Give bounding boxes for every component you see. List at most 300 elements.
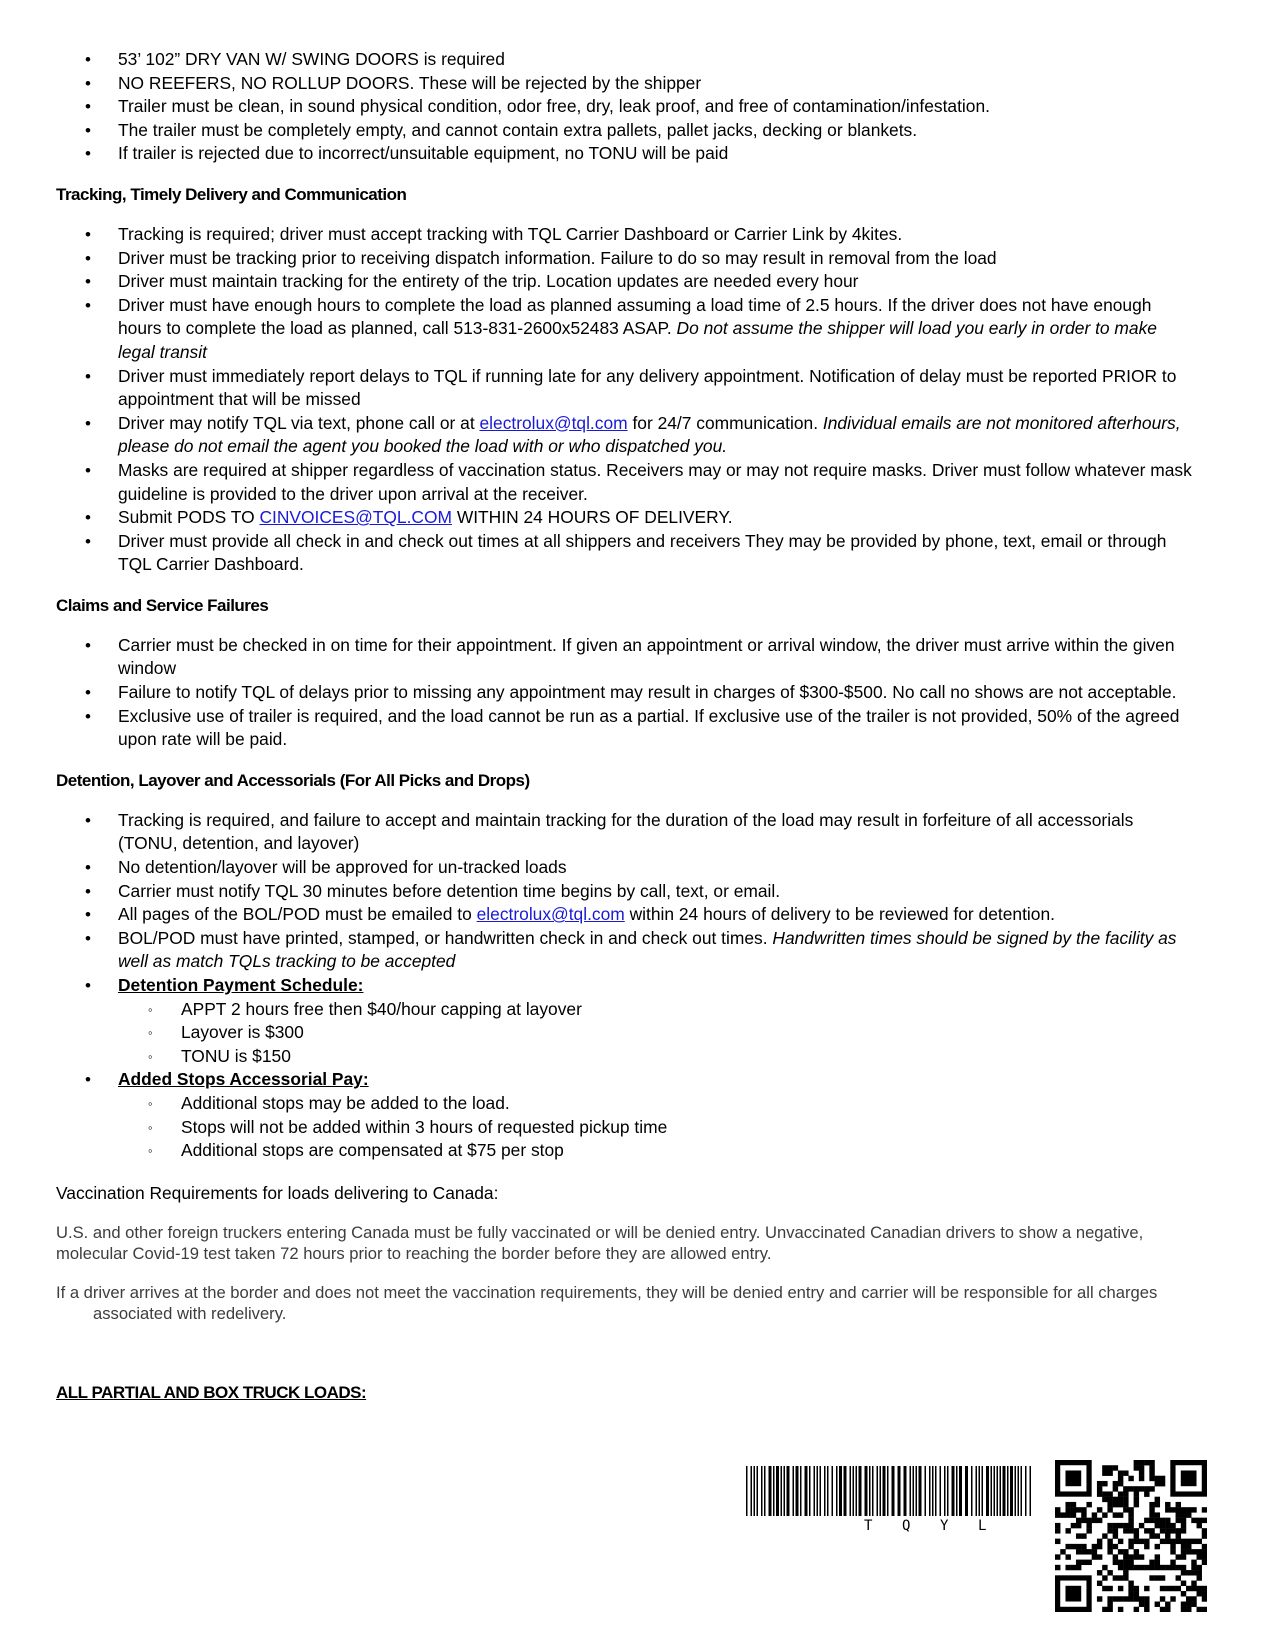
detention-schedule-title: Detention Payment Schedule: — [118, 975, 364, 995]
qr-module — [1134, 1465, 1139, 1470]
tracking-list — [56, 223, 1196, 577]
qr-module — [1107, 1497, 1112, 1502]
qr-module — [1155, 1533, 1160, 1538]
qr-module — [1202, 1591, 1207, 1596]
qr-module — [1065, 1544, 1070, 1549]
qr-module — [1155, 1554, 1160, 1559]
vaccination-title: Vaccination Requirements for loads delivering to Canada: — [56, 1182, 499, 1203]
qr-module — [1202, 1533, 1207, 1538]
qr-module — [1149, 1565, 1154, 1570]
qr-module — [1123, 1502, 1128, 1507]
qr-module — [1139, 1460, 1144, 1465]
qr-module — [1144, 1491, 1149, 1496]
qr-module — [1155, 1481, 1160, 1486]
qr-module — [1191, 1539, 1196, 1544]
qr-module — [1113, 1528, 1118, 1533]
list-item — [56, 412, 1196, 459]
qr-module — [1144, 1528, 1149, 1533]
qr-module — [1202, 1544, 1207, 1549]
qr-module — [1076, 1507, 1081, 1512]
qr-module — [1160, 1539, 1165, 1544]
barcode-bar — [1010, 1466, 1013, 1516]
qr-module — [1176, 1528, 1181, 1533]
qr-module — [1118, 1502, 1123, 1507]
barcode-bars — [746, 1466, 1034, 1516]
qr-module — [1097, 1518, 1102, 1523]
qr-module — [1181, 1591, 1186, 1596]
qr-module — [1181, 1507, 1186, 1512]
email-link-electrolux[interactable]: electrolux@tql.com — [479, 412, 628, 433]
barcode-bar — [814, 1466, 816, 1516]
barcode-bar — [976, 1466, 978, 1516]
qr-module — [1065, 1565, 1070, 1570]
sub-list-item: ◦ Stops will not be added within 3 hours of requested pickup time — [56, 1116, 1196, 1140]
qr-module — [1144, 1586, 1149, 1591]
qr-module — [1065, 1554, 1070, 1559]
qr-module — [1191, 1586, 1196, 1591]
sub-list-item: ◦ APPT 2 hours free then $40/hour capping at layover — [56, 998, 1196, 1022]
barcode-bar — [994, 1466, 996, 1516]
barcode-bar — [844, 1466, 847, 1516]
qr-module — [1202, 1549, 1207, 1554]
vaccination-paragraph-1: U.S. and other foreign truckers entering Canada must be fully vaccinated or will be denied entry. Unvaccinated Canadian drivers to show a negative, molecular Covid-19 test taken 72 hours prior to reaching the border before they are allowed entry. — [56, 1222, 1144, 1263]
qr-module — [1128, 1565, 1133, 1570]
barcode-bar — [947, 1466, 949, 1516]
qr-module — [1191, 1549, 1196, 1554]
list-item: • Driver must maintain tracking for the entirety of the trip. Location updates are needed every hour — [56, 270, 1196, 294]
qr-module — [1202, 1528, 1207, 1533]
qr-module — [1170, 1565, 1175, 1570]
qr-module — [1197, 1586, 1202, 1591]
qr-module — [1107, 1586, 1112, 1591]
qr-module — [1165, 1607, 1170, 1612]
qr-module — [1144, 1544, 1149, 1549]
qr-module — [1186, 1549, 1191, 1554]
qr-module — [1123, 1565, 1128, 1570]
qr-module — [1181, 1607, 1186, 1612]
qr-module — [1097, 1539, 1102, 1544]
qr-module — [1086, 1560, 1091, 1565]
qr-module — [1170, 1560, 1175, 1565]
barcode-bar — [1007, 1466, 1009, 1516]
qr-module — [1092, 1549, 1097, 1554]
list-item: • NO REEFERS, NO ROLLUP DOORS. These will be rejected by the shipper — [56, 72, 1196, 96]
qr-module — [1118, 1481, 1123, 1486]
qr-module — [1118, 1560, 1123, 1565]
qr-module — [1139, 1486, 1144, 1491]
qr-module — [1181, 1554, 1186, 1559]
qr-module — [1113, 1523, 1118, 1528]
qr-module — [1160, 1575, 1165, 1580]
qr-module — [1155, 1512, 1160, 1517]
qr-finder-pattern — [1065, 1586, 1081, 1602]
qr-module — [1107, 1502, 1112, 1507]
qr-module — [1134, 1460, 1139, 1465]
qr-module — [1139, 1465, 1144, 1470]
qr-module — [1176, 1507, 1181, 1512]
qr-module — [1176, 1533, 1181, 1538]
barcode-bar — [979, 1466, 981, 1516]
qr-module — [1160, 1596, 1165, 1601]
qr-module — [1107, 1470, 1112, 1475]
qr-module — [1092, 1554, 1097, 1559]
barcode-letter: L — [978, 1518, 987, 1534]
barcode-bar — [809, 1466, 811, 1516]
barcode — [746, 1466, 1034, 1548]
qr-module — [1197, 1549, 1202, 1554]
qr-module — [1123, 1528, 1128, 1533]
qr-module — [1134, 1502, 1139, 1507]
barcode-bar — [793, 1466, 795, 1516]
qr-module — [1065, 1507, 1070, 1512]
barcode-bar — [859, 1466, 862, 1516]
barcode-bar — [1015, 1466, 1017, 1516]
list-item: • The trailer must be completely empty, and cannot contain extra pallets, pallet jacks, decking or blankets. — [56, 119, 1196, 143]
qr-module — [1191, 1560, 1196, 1565]
qr-module — [1065, 1502, 1070, 1507]
qr-module — [1065, 1528, 1070, 1533]
barcode-bar — [887, 1466, 889, 1516]
qr-module — [1160, 1481, 1165, 1486]
barcode-bar — [781, 1466, 783, 1516]
qr-module — [1191, 1565, 1196, 1570]
qr-module — [1186, 1570, 1191, 1575]
qr-module — [1097, 1491, 1102, 1496]
qr-module — [1086, 1523, 1091, 1528]
qr-module — [1181, 1570, 1186, 1575]
barcode-bar — [877, 1466, 879, 1516]
qr-module — [1144, 1565, 1149, 1570]
email-link-cinvoices[interactable]: CINVOICES@TQL.COM — [259, 507, 452, 528]
barcode-bar — [757, 1466, 759, 1516]
list-item: • Carrier must notify TQL 30 minutes before detention time begins by call, text, or email. — [56, 880, 1196, 904]
qr-module — [1092, 1518, 1097, 1523]
qr-module — [1155, 1602, 1160, 1607]
qr-module — [1165, 1528, 1170, 1533]
qr-module — [1128, 1554, 1133, 1559]
qr-module — [1102, 1586, 1107, 1591]
qr-module — [1123, 1507, 1128, 1512]
list-item: • If trailer is rejected due to incorrect/unsuitable equipment, no TONU will be paid — [56, 142, 1196, 166]
qr-module — [1102, 1481, 1107, 1486]
qr-module — [1202, 1560, 1207, 1565]
qr-module — [1118, 1596, 1123, 1601]
qr-module — [1197, 1554, 1202, 1559]
qr-module — [1149, 1502, 1154, 1507]
qr-module — [1128, 1512, 1133, 1517]
qr-module — [1170, 1528, 1175, 1533]
barcode-bar — [817, 1466, 819, 1516]
qr-module — [1055, 1528, 1060, 1533]
item-text: Submit PODS TO — [118, 507, 260, 528]
qr-module — [1123, 1491, 1128, 1496]
qr-module — [1128, 1476, 1133, 1481]
barcode-bar — [913, 1466, 915, 1516]
qr-module — [1128, 1528, 1133, 1533]
barcode-bar — [850, 1466, 852, 1516]
qr-module — [1113, 1544, 1118, 1549]
list-item: • Driver must immediately report delays to TQL if running late for any delivery appointment. Notification of delay must be reported PRIOR to appointment that will be missed — [56, 365, 1196, 412]
qr-module — [1170, 1544, 1175, 1549]
qr-module — [1128, 1486, 1133, 1491]
qr-module — [1107, 1507, 1112, 1512]
qr-module — [1165, 1602, 1170, 1607]
qr-module — [1128, 1591, 1133, 1596]
qr-module — [1102, 1575, 1107, 1580]
qr-module — [1055, 1565, 1060, 1570]
list-item: • Trailer must be clean, in sound physical condition, odor free, dry, leak proof, and free of contamination/infestation. — [56, 95, 1196, 119]
qr-module — [1055, 1507, 1060, 1512]
qr-module — [1186, 1544, 1191, 1549]
qr-module — [1186, 1602, 1191, 1607]
qr-module — [1055, 1539, 1060, 1544]
qr-module — [1186, 1539, 1191, 1544]
barcode-bar — [919, 1466, 922, 1516]
qr-module — [1165, 1586, 1170, 1591]
qr-module — [1113, 1554, 1118, 1559]
barcode-bar — [761, 1466, 763, 1516]
barcode-bar — [940, 1466, 942, 1516]
qr-module — [1128, 1596, 1133, 1601]
qr-module — [1181, 1518, 1186, 1523]
item-text: for 24/7 communication. — [627, 412, 823, 433]
barcode-bar — [824, 1466, 826, 1516]
claims-list — [56, 634, 1196, 752]
barcode-bar — [1021, 1466, 1023, 1516]
barcode-bar — [832, 1466, 834, 1516]
detention-list — [56, 809, 1196, 1163]
qr-module — [1071, 1544, 1076, 1549]
qr-module — [1149, 1528, 1154, 1533]
list-item: • Tracking is required; driver must accept tracking with TQL Carrier Dashboard or Carrier Link by 4kites. — [56, 223, 1196, 247]
list-item: • Failure to notify TQL of delays prior to missing any appointment may result in charges of $300-$500. No call no shows are not acceptable. — [56, 681, 1196, 705]
qr-module — [1165, 1507, 1170, 1512]
qr-module — [1191, 1581, 1196, 1586]
qr-module — [1191, 1596, 1196, 1601]
qr-module — [1123, 1570, 1128, 1575]
qr-module — [1186, 1596, 1191, 1601]
barcode-bar — [935, 1466, 937, 1516]
qr-module — [1186, 1607, 1191, 1612]
added-stops-list — [118, 1092, 1196, 1163]
qr-module — [1170, 1549, 1175, 1554]
qr-module — [1118, 1491, 1123, 1496]
qr-module — [1113, 1502, 1118, 1507]
qr-module — [1102, 1512, 1107, 1517]
qr-module — [1081, 1507, 1086, 1512]
qr-module — [1118, 1549, 1123, 1554]
qr-module — [1134, 1591, 1139, 1596]
qr-code — [1055, 1460, 1207, 1612]
qr-module — [1139, 1523, 1144, 1528]
qr-module — [1144, 1539, 1149, 1544]
qr-module — [1197, 1575, 1202, 1580]
qr-module — [1128, 1560, 1133, 1565]
qr-module — [1071, 1512, 1076, 1517]
qr-module — [1107, 1549, 1112, 1554]
qr-module — [1170, 1596, 1175, 1601]
qr-module — [1149, 1533, 1154, 1538]
qr-module — [1092, 1544, 1097, 1549]
qr-module — [1128, 1518, 1133, 1523]
qr-module — [1107, 1570, 1112, 1575]
qr-module — [1128, 1581, 1133, 1586]
qr-module — [1144, 1460, 1149, 1465]
list-item — [56, 294, 1196, 365]
qr-module — [1076, 1533, 1081, 1538]
barcode-bar — [773, 1466, 775, 1516]
list-item — [56, 1068, 1196, 1162]
qr-module — [1149, 1470, 1154, 1475]
barcode-bar — [865, 1466, 868, 1516]
qr-module — [1181, 1549, 1186, 1554]
qr-module — [1197, 1539, 1202, 1544]
qr-module — [1186, 1512, 1191, 1517]
detention-heading: Detention, Layover and Accessorials (For All Picks and Drops) — [56, 770, 530, 790]
qr-module — [1128, 1539, 1133, 1544]
barcode-bar — [932, 1466, 934, 1516]
qr-module — [1107, 1465, 1112, 1470]
qr-module — [1134, 1533, 1139, 1538]
qr-module — [1118, 1523, 1123, 1528]
qr-module — [1176, 1539, 1181, 1544]
barcode-bar — [898, 1466, 901, 1516]
qr-module — [1186, 1586, 1191, 1591]
item-text: All pages of the BOL/POD must be emailed to — [118, 904, 477, 925]
sub-list-item: ◦ Additional stops may be added to the load. — [56, 1092, 1196, 1116]
qr-module — [1134, 1491, 1139, 1496]
qr-module — [1202, 1607, 1207, 1612]
qr-module — [1123, 1486, 1128, 1491]
qr-module — [1181, 1581, 1186, 1586]
qr-module — [1170, 1507, 1175, 1512]
claims-heading: Claims and Service Failures — [56, 595, 269, 615]
vaccination-paragraph-2: If a driver arrives at the border and does not meet the vaccination requirements, they will be denied entry and carrier will be responsible for all charges associated with redelivery. — [56, 1282, 1158, 1323]
qr-module — [1155, 1523, 1160, 1528]
list-item: • Exclusive use of trailer is required, and the load cannot be run as a partial. If exclusive use of the trailer is not provided, 50% of the agreed upon rate will be paid. — [56, 705, 1196, 752]
qr-module — [1081, 1518, 1086, 1523]
item-text: within 24 hours of delivery to be reviewed for detention. — [624, 904, 1055, 925]
barcode-bar — [839, 1466, 842, 1516]
equipment-list — [56, 48, 1196, 166]
qr-module — [1128, 1586, 1133, 1591]
qr-module — [1139, 1470, 1144, 1475]
email-link-electrolux[interactable]: electrolux@tql.com — [476, 904, 625, 925]
qr-module — [1176, 1554, 1181, 1559]
qr-module — [1097, 1554, 1102, 1559]
sub-list-item: ◦ Layover is $300 — [56, 1021, 1196, 1045]
qr-module — [1149, 1518, 1154, 1523]
barcode-bar — [944, 1466, 946, 1516]
qr-module — [1134, 1528, 1139, 1533]
qr-module — [1071, 1565, 1076, 1570]
qr-module — [1149, 1512, 1154, 1517]
qr-module — [1107, 1596, 1112, 1601]
qr-module — [1149, 1486, 1154, 1491]
barcode-letter: Y — [940, 1518, 949, 1534]
qr-module — [1176, 1512, 1181, 1517]
qr-module — [1165, 1502, 1170, 1507]
qr-module — [1155, 1544, 1160, 1549]
qr-module — [1118, 1607, 1123, 1612]
qr-module — [1165, 1518, 1170, 1523]
qr-module — [1113, 1481, 1118, 1486]
qr-module — [1107, 1544, 1112, 1549]
barcode-letter: T — [864, 1518, 873, 1534]
barcode-bar — [965, 1466, 968, 1516]
qr-module — [1134, 1607, 1139, 1612]
barcode-bar — [916, 1466, 918, 1516]
barcode-bar — [892, 1466, 895, 1516]
qr-module — [1113, 1465, 1118, 1470]
barcode-bar — [764, 1466, 766, 1516]
barcode-bar — [827, 1466, 829, 1516]
tracking-heading: Tracking, Timely Delivery and Communication — [56, 184, 407, 204]
qr-module — [1155, 1518, 1160, 1523]
qr-module — [1176, 1575, 1181, 1580]
qr-module — [1081, 1512, 1086, 1517]
barcode-bar — [910, 1466, 912, 1516]
sub-list-item: ◦ Additional stops are compensated at $75 per stop — [56, 1139, 1196, 1163]
qr-module — [1165, 1533, 1170, 1538]
sub-list-item: ◦ TONU is $150 — [56, 1045, 1196, 1069]
qr-module — [1170, 1586, 1175, 1591]
qr-module — [1134, 1549, 1139, 1554]
qr-module — [1081, 1549, 1086, 1554]
barcode-bar — [982, 1466, 984, 1516]
qr-module — [1076, 1549, 1081, 1554]
qr-module — [1118, 1512, 1123, 1517]
qr-module — [1102, 1565, 1107, 1570]
qr-module — [1202, 1554, 1207, 1559]
barcode-bar — [1018, 1466, 1020, 1516]
qr-module — [1165, 1539, 1170, 1544]
qr-module — [1181, 1539, 1186, 1544]
qr-module — [1191, 1518, 1196, 1523]
barcode-bar — [754, 1466, 756, 1516]
qr-module — [1197, 1518, 1202, 1523]
qr-module — [1202, 1518, 1207, 1523]
qr-module — [1113, 1512, 1118, 1517]
qr-module — [1139, 1476, 1144, 1481]
qr-module — [1134, 1497, 1139, 1502]
qr-module — [1123, 1497, 1128, 1502]
list-item — [56, 506, 1196, 530]
barcode-bar — [805, 1466, 808, 1516]
qr-module — [1086, 1528, 1091, 1533]
qr-module — [1123, 1575, 1128, 1580]
qr-module — [1155, 1560, 1160, 1565]
qr-module — [1107, 1539, 1112, 1544]
qr-module — [1149, 1465, 1154, 1470]
qr-module — [1149, 1460, 1154, 1465]
qr-module — [1134, 1586, 1139, 1591]
list-item: • Driver must be tracking prior to receiving dispatch information. Failure to do so may result in removal from the load — [56, 247, 1196, 271]
qr-module — [1118, 1565, 1123, 1570]
list-item: • No detention/layover will be approved for un-tracked loads — [56, 856, 1196, 880]
barcode-bar — [746, 1466, 748, 1516]
qr-module — [1144, 1607, 1149, 1612]
list-item — [56, 927, 1196, 974]
barcode-bar — [872, 1466, 874, 1516]
qr-module — [1181, 1602, 1186, 1607]
barcode-bar — [952, 1466, 955, 1516]
barcode-bar — [971, 1466, 973, 1516]
barcode-bar — [800, 1466, 802, 1516]
qr-module — [1197, 1591, 1202, 1596]
barcode-bar — [925, 1466, 927, 1516]
qr-module — [1176, 1518, 1181, 1523]
